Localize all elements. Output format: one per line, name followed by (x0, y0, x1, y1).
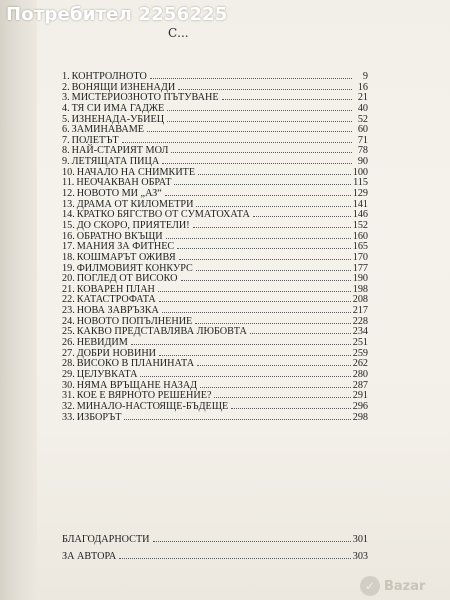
toc-page-number: 115 (353, 177, 368, 189)
toc-page-number: 234 (352, 326, 368, 338)
toc-page-number: 280 (352, 368, 368, 380)
toc-chapter-title: ПОГЛЕД ОТ ВИСОКО (76, 273, 178, 285)
toc-chapter-number: 23. (62, 305, 75, 317)
toc-chapter-number: 28. (62, 358, 75, 370)
toc-chapter-number: 26. (62, 337, 75, 349)
toc-chapter-number: 10. (62, 166, 75, 178)
toc-chapter-title: ЦЕЛУВКАТА (76, 368, 138, 380)
toc-leader-dots (198, 174, 351, 175)
toc-leader-dots (167, 121, 352, 122)
toc-chapter-title: ИЗБОРЪТ (76, 411, 122, 423)
toc-chapter-title: КОВАРЕН ПЛАН (76, 283, 155, 295)
toc-chapter-title: НАЧАЛО НА СНИМКИТЕ (76, 166, 196, 178)
toc-chapter-number: 16. (62, 230, 75, 242)
toc-row (62, 402, 368, 413)
toc-leader-dots (140, 376, 350, 377)
toc-chapter-title: ПОЛЕТЪТ (71, 134, 119, 146)
toc-page-number: 40 (357, 102, 368, 114)
toc-chapter-title: КАТАСТРОФАТА (76, 294, 156, 306)
toc-leader-dots (159, 301, 351, 302)
toc-chapter-number: 12. (62, 188, 75, 200)
toc-chapter-number: 13. (62, 198, 75, 210)
toc-leader-dots (178, 89, 352, 90)
toc-page-number: 251 (352, 337, 368, 349)
watermark-user: Потребител 2256225 (6, 4, 228, 25)
toc-chapter-number: 14. (62, 209, 75, 221)
toc-page-number: 262 (352, 358, 368, 370)
toc-leader-dots (177, 248, 351, 249)
toc-chapter-title: БЛАГОДАРНОСТИ (62, 534, 150, 545)
bazar-logo-icon: ✓ (360, 576, 380, 596)
toc-leader-dots (162, 312, 351, 313)
toc-page-number: 21 (357, 92, 368, 104)
toc-chapter-number: 9. (62, 156, 70, 168)
toc-chapter-number: 2. (62, 81, 70, 93)
toc-page-number: 146 (352, 209, 368, 221)
toc-row (62, 253, 368, 264)
toc-page-number: 287 (352, 379, 368, 391)
toc-leader-dots (166, 238, 351, 239)
toc-row (62, 548, 368, 565)
toc-page-number: 100 (352, 166, 368, 178)
toc-chapter-title: НАЙ-СТАРИЯТ МОЛ (71, 145, 169, 157)
toc-leader-dots (167, 110, 352, 111)
toc-leader-dots (147, 131, 352, 132)
toc-chapter-number: 4. (62, 102, 70, 114)
toc-leader-dots (179, 259, 351, 260)
toc-page-number: 190 (352, 273, 368, 285)
toc-chapter-number: 20. (62, 273, 75, 285)
toc-page-number: 9 (362, 71, 368, 82)
badge-label: Bazar (384, 578, 426, 594)
toc-chapter-title: ЗА АВТОРА (62, 551, 117, 562)
toc-chapter-number: 17. (62, 241, 75, 253)
toc-chapter-number: 27. (62, 347, 75, 359)
toc-leader-dots (159, 355, 351, 356)
toc-row (62, 104, 368, 115)
toc-chapter-number: 29. (62, 368, 75, 380)
toc-chapter-title: МИСТЕРИОЗНОТО ПЪТУВАНЕ (71, 92, 219, 104)
toc-leader-dots (171, 152, 352, 153)
toc-page-number: 52 (357, 113, 368, 125)
toc-row (62, 370, 368, 381)
toc-leader-dots (158, 291, 351, 292)
toc-leader-dots (181, 280, 351, 281)
toc-chapter-title: ОБРАТНО ВКЪЩИ (76, 230, 163, 242)
toc-chapter-number: 6. (62, 124, 70, 136)
toc-leader-dots (193, 227, 351, 228)
toc-chapter-title: ВОНЯЩИ ИЗНЕНАДИ (71, 81, 176, 93)
toc-chapter-number: 15. (62, 219, 75, 231)
toc-chapter-title: ФИЛМОВИЯТ КОНКУРС (76, 262, 193, 274)
toc-page-number: 303 (352, 551, 368, 562)
toc-chapter-title: КОШМАРЪТ ОЖИВЯ (76, 251, 176, 263)
toc-page-number: 60 (357, 124, 368, 136)
toc-page-number: 259 (352, 347, 368, 359)
toc-chapter-number: 25. (62, 326, 75, 338)
toc-chapter-number: 31. (62, 390, 75, 402)
toc-chapter-title: НЕОЧАКВАН ОБРАТ (76, 177, 172, 189)
toc-leader-dots (150, 78, 352, 79)
toc-chapter-number: 21. (62, 283, 75, 295)
toc-page-number: 78 (357, 145, 368, 157)
toc-chapter-title: ВИСОКО В ПЛАНИНАТА (76, 358, 195, 370)
toc-chapter-title: КРАТКО БЯГСТВО ОТ СУМАТОХАТА (76, 209, 250, 221)
toc-leader-dots (250, 333, 351, 334)
toc-chapter-title: МИНАЛО-НАСТОЯЩЕ-БЪДЕЩЕ (76, 400, 229, 412)
toc-chapter-title: НОВА ЗАВРЪЗКА (76, 305, 159, 317)
toc-leader-dots (131, 344, 351, 345)
toc-chapter-title: КОЕ Е ВЯРНОТО РЕШЕНИЕ? (76, 390, 212, 402)
toc-page-number: 217 (352, 305, 368, 317)
toc-leader-dots (214, 397, 350, 398)
toc-row (62, 531, 368, 548)
table-of-contents (62, 72, 368, 423)
table-of-contents-appendix (62, 531, 368, 565)
toc-page-number: 291 (352, 390, 368, 402)
toc-chapter-number: 24. (62, 315, 75, 327)
toc-chapter-number: 22. (62, 294, 75, 306)
toc-page-number: 16 (357, 81, 368, 93)
toc-page-number: 141 (352, 198, 368, 210)
toc-leader-dots (122, 142, 352, 143)
toc-chapter-number: 7. (62, 134, 70, 146)
toc-chapter-title: НЯМА ВРЪЩАНЕ НАЗАД (76, 379, 198, 391)
toc-page-number: 228 (352, 315, 368, 327)
page-heading-fragment: С... (168, 26, 189, 40)
toc-chapter-title: КОНТРОЛНОТО (71, 71, 147, 82)
toc-leader-dots (162, 163, 352, 164)
toc-chapter-number: 11. (62, 177, 75, 189)
toc-leader-dots (165, 195, 351, 196)
toc-chapter-number: 33. (62, 411, 75, 423)
toc-page-number: 198 (352, 283, 368, 295)
toc-page-number: 152 (352, 219, 368, 231)
toc-chapter-title: ИЗНЕНАДА-УБИЕЦ (71, 113, 165, 125)
toc-page-number: 296 (352, 400, 368, 412)
toc-chapter-number: 5. (62, 113, 70, 125)
toc-leader-dots (200, 387, 351, 388)
toc-chapter-title: ДРАМА ОТ КИЛОМЕТРИ (76, 198, 194, 210)
toc-chapter-title: КАКВО ПРЕДСТАВЛЯВА ЛЮБОВТА (76, 326, 247, 338)
toc-page-number: 160 (352, 230, 368, 242)
toc-chapter-number: 8. (62, 145, 70, 157)
site-badge (360, 573, 438, 599)
toc-leader-dots (196, 206, 350, 207)
toc-row (62, 413, 368, 424)
toc-page-number: 177 (352, 262, 368, 274)
toc-page-number: 298 (352, 411, 368, 423)
toc-chapter-number: 1. (62, 71, 70, 82)
toc-leader-dots (231, 408, 350, 409)
toc-chapter-title: НЕВИДИМ (76, 337, 128, 349)
toc-leader-dots (253, 216, 351, 217)
toc-chapter-title: МАНИЯ ЗА ФИТНЕС (76, 241, 175, 253)
toc-row (62, 221, 368, 232)
toc-page-number: 170 (352, 251, 368, 263)
toc-page-number: 208 (352, 294, 368, 306)
toc-page-number: 90 (357, 156, 368, 168)
toc-chapter-title: ЛЕТЯЩАТА ПИЦА (71, 156, 160, 168)
toc-chapter-title: НОВОТО ПОПЪЛНЕНИЕ (76, 315, 193, 327)
toc-chapter-number: 18. (62, 251, 75, 263)
toc-chapter-number: 19. (62, 262, 75, 274)
toc-leader-dots (153, 541, 351, 542)
toc-leader-dots (195, 323, 350, 324)
toc-chapter-title: ДО СКОРО, ПРИЯТЕЛИ! (76, 219, 190, 231)
toc-leader-dots (196, 270, 351, 271)
toc-chapter-number: 30. (62, 379, 75, 391)
toc-leader-dots (119, 558, 351, 559)
toc-chapter-title: ТЯ СИ ИМА ГАДЖЕ (71, 102, 165, 114)
toc-leader-dots (197, 365, 351, 366)
toc-leader-dots (174, 184, 351, 185)
toc-chapter-number: 32. (62, 400, 75, 412)
toc-leader-dots (222, 99, 352, 100)
toc-page-number: 301 (352, 534, 368, 545)
toc-chapter-title: НОВОТО МИ „АЗ“ (76, 188, 162, 200)
toc-chapter-title: ЗАМИНАВАМЕ (71, 124, 145, 136)
toc-page-number: 165 (352, 241, 368, 253)
toc-page-number: 71 (357, 134, 368, 146)
toc-chapter-title: ДОБРИ НОВИНИ (76, 347, 157, 359)
page-left-edge (0, 0, 37, 600)
toc-leader-dots (124, 419, 350, 420)
toc-page-number: 129 (352, 188, 368, 200)
toc-chapter-number: 3. (62, 92, 70, 104)
